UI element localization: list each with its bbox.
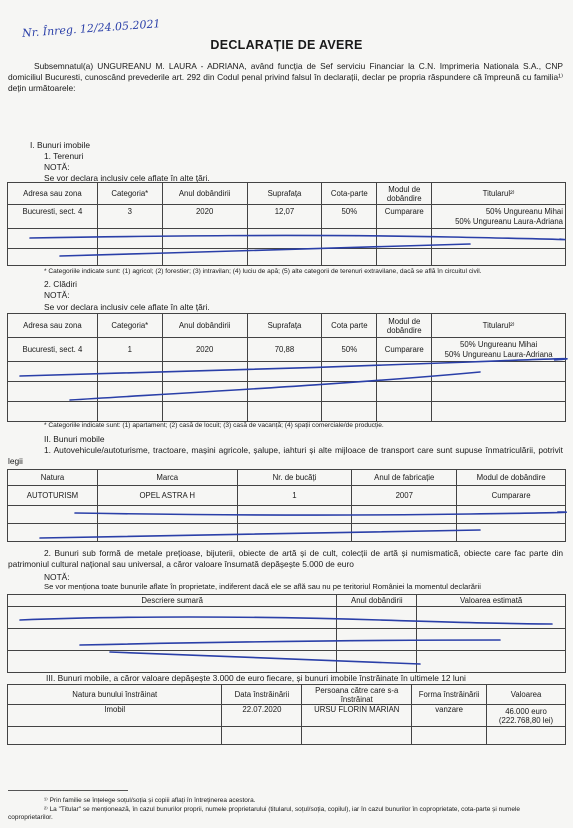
section1-heading: I. Bunuri imobile — [30, 140, 91, 150]
cell-suprafata: 70,88 — [247, 338, 322, 362]
cell-forma: vanzare — [412, 705, 487, 727]
cell-anul: 2020 — [162, 338, 247, 362]
cell-mod: Cumparare — [377, 205, 432, 229]
strike-line — [40, 530, 480, 538]
col-header: Descriere sumară — [8, 595, 337, 607]
cladiri-heading: 2. Clădiri — [44, 279, 78, 289]
col-header: Modul de dobândire — [377, 183, 432, 205]
cell-categoria: 1 — [97, 338, 162, 362]
metale-nota-text: Se vor menționa toate bunurile aflate în proprietate, indiferent dacă ele se află sau nu pe teritoriul României la momentul declarării — [44, 582, 481, 591]
strike-line — [20, 359, 567, 376]
cell-cota: 50% — [322, 338, 377, 362]
titular-line: 50% Ungureanu Laura-Adriana — [444, 349, 553, 359]
auto-heading: 1. Autovehicule/autoturisme, tractoare, mașini agricole, șalupe, iahturi și alte mijloace de transport care sunt supuse înmatriculării, potrivit legii — [8, 445, 563, 466]
col-header: Marca — [97, 470, 237, 486]
col-header: Valoarea — [487, 685, 566, 705]
cell-adresa: Bucuresti, sect. 4 — [8, 338, 98, 362]
strike-line — [30, 235, 565, 239]
cell-data: 22.07.2020 — [222, 705, 302, 727]
terenuri-nota: NOTĂ: — [44, 162, 70, 172]
col-header: Suprafața — [247, 183, 322, 205]
footnote-2: ²⁾ La "Titular" se menționează, în cazul bunurilor proprii, numele proprietarului (titularul, soțul/soția, copilul), iar în cazul bunurilor în coproprietate, cota-parte și numele coproprietarilor. — [8, 806, 521, 821]
strike-line — [75, 512, 566, 515]
cell-persoana: URSU FLORIN MARIAN — [302, 705, 412, 727]
col-header: Titularul²⁾ — [432, 183, 566, 205]
col-header: Suprafața — [247, 314, 322, 338]
strike-line — [70, 372, 480, 400]
col-header: Nr. de bucăți — [237, 470, 352, 486]
col-header: Categoria* — [97, 183, 162, 205]
col-header: Titularul²⁾ — [432, 314, 566, 338]
col-header: Natura bunului înstrăinat — [8, 685, 222, 705]
col-header: Modul de dobândire — [377, 314, 432, 338]
titular-line: 50% Ungureanu Mihai — [485, 206, 563, 216]
cladiri-footnote: * Categoriile indicate sunt: (1) apartament; (2) casă de locuit; (3) casă de vacanță; (4) spații comerciale/de producție. — [44, 422, 384, 429]
col-header: Categoria* — [97, 314, 162, 338]
strike-line — [110, 652, 420, 664]
cell-mod: Cumparare — [457, 486, 566, 506]
cladiri-nota: NOTĂ: — [44, 290, 70, 300]
cell-cota: 50% — [322, 205, 377, 229]
footnote-1: ¹⁾ Prin familie se înțelege soțul/soția și copiii aflați în întreținerea acestora. — [44, 797, 256, 804]
col-header: Natura — [8, 470, 98, 486]
strike-line — [80, 640, 500, 645]
col-header: Anul dobândirii — [162, 183, 247, 205]
col-header: Modul de dobândire — [457, 470, 566, 486]
cell-adresa: Bucuresti, sect. 4 — [8, 205, 98, 229]
cell-an: 2007 — [352, 486, 457, 506]
terenuri-nota-text: Se vor declara inclusiv cele aflate în alte țări. — [44, 173, 210, 183]
col-header: Adresa sau zona — [8, 314, 98, 338]
cell-natura: Imobil — [8, 705, 222, 727]
col-header: Anul dobândirii — [162, 314, 247, 338]
cell-natura: AUTOTURISM — [8, 486, 98, 506]
cell-marca: OPEL ASTRA H — [97, 486, 237, 506]
col-header: Anul dobândirii — [337, 595, 417, 607]
cell-anul: 2020 — [162, 205, 247, 229]
cell-categoria: 3 — [97, 205, 162, 229]
intro-paragraph: Subsemnatul(a) UNGUREANU M. LAURA - ADRIANA, având funcția de Sef serviciu Financiar la C.N. Imprimeria Nationala S.A., CNP domiciliul Bucuresti, cunoscând prevederile art. 292 din Codul penal privind falsul în declarații, declar pe propria răspundere că împreună cu familia¹⁾ dețin următoarele: — [8, 61, 563, 93]
section2-heading: II. Bunuri mobile — [44, 434, 105, 444]
terenuri-footnote: * Categoriile indicate sunt: (1) agricol; (2) forestier; (3) intravilan; (4) luciu de apă; (5) alte categorii de terenuri extravilane, dacă se află în circuitul civil. — [44, 268, 482, 275]
cell-mod: Cumparare — [377, 338, 432, 362]
titular-line: 50% Ungureanu Laura-Adriana — [455, 216, 563, 226]
strike-line — [20, 617, 552, 624]
cell-suprafata: 12,07 — [247, 205, 322, 229]
col-header: Valoarea estimată — [417, 595, 566, 607]
handwritten-registration-number: Nr. Înreg. 12/24.05.2021 — [21, 17, 161, 40]
col-header: Persoana către care s-a înstrăinat — [302, 685, 412, 705]
document-title: DECLARAȚIE DE AVERE — [210, 38, 363, 52]
metale-heading: 2. Bunuri sub formă de metale prețioase, bijuterii, obiecte de artă și de cult, colecții de artă și numismatică, obiecte care fac parte din patrimoniul cultural național sau universal, a căror valoare însumată depășește 5.000 de euro — [8, 548, 563, 569]
cell-nr: 1 — [237, 486, 352, 506]
col-header: Cota-parte — [322, 183, 377, 205]
col-header: Forma înstrăinării — [412, 685, 487, 705]
terenuri-heading: 1. Terenuri — [44, 151, 84, 161]
col-header: Cota parte — [322, 314, 377, 338]
metale-nota: NOTĂ: — [44, 572, 70, 582]
strike-line — [60, 244, 470, 256]
valoare-line: 46.000 euro — [505, 706, 547, 716]
col-header: Anul de fabricație — [352, 470, 457, 486]
col-header: Adresa sau zona — [8, 183, 98, 205]
section3-heading: III. Bunuri mobile, a căror valoare depășește 3.000 de euro fiecare, și bunuri imobile înstrăinate în ultimele 12 luni — [46, 673, 466, 683]
cladiri-nota-text: Se vor declara inclusiv cele aflate în alte țări. — [44, 302, 210, 312]
col-header: Data înstrăinării — [222, 685, 302, 705]
valoare-line: (222.768,80 lei) — [498, 715, 554, 725]
titular-line: 50% Ungureanu Mihai — [460, 339, 538, 349]
